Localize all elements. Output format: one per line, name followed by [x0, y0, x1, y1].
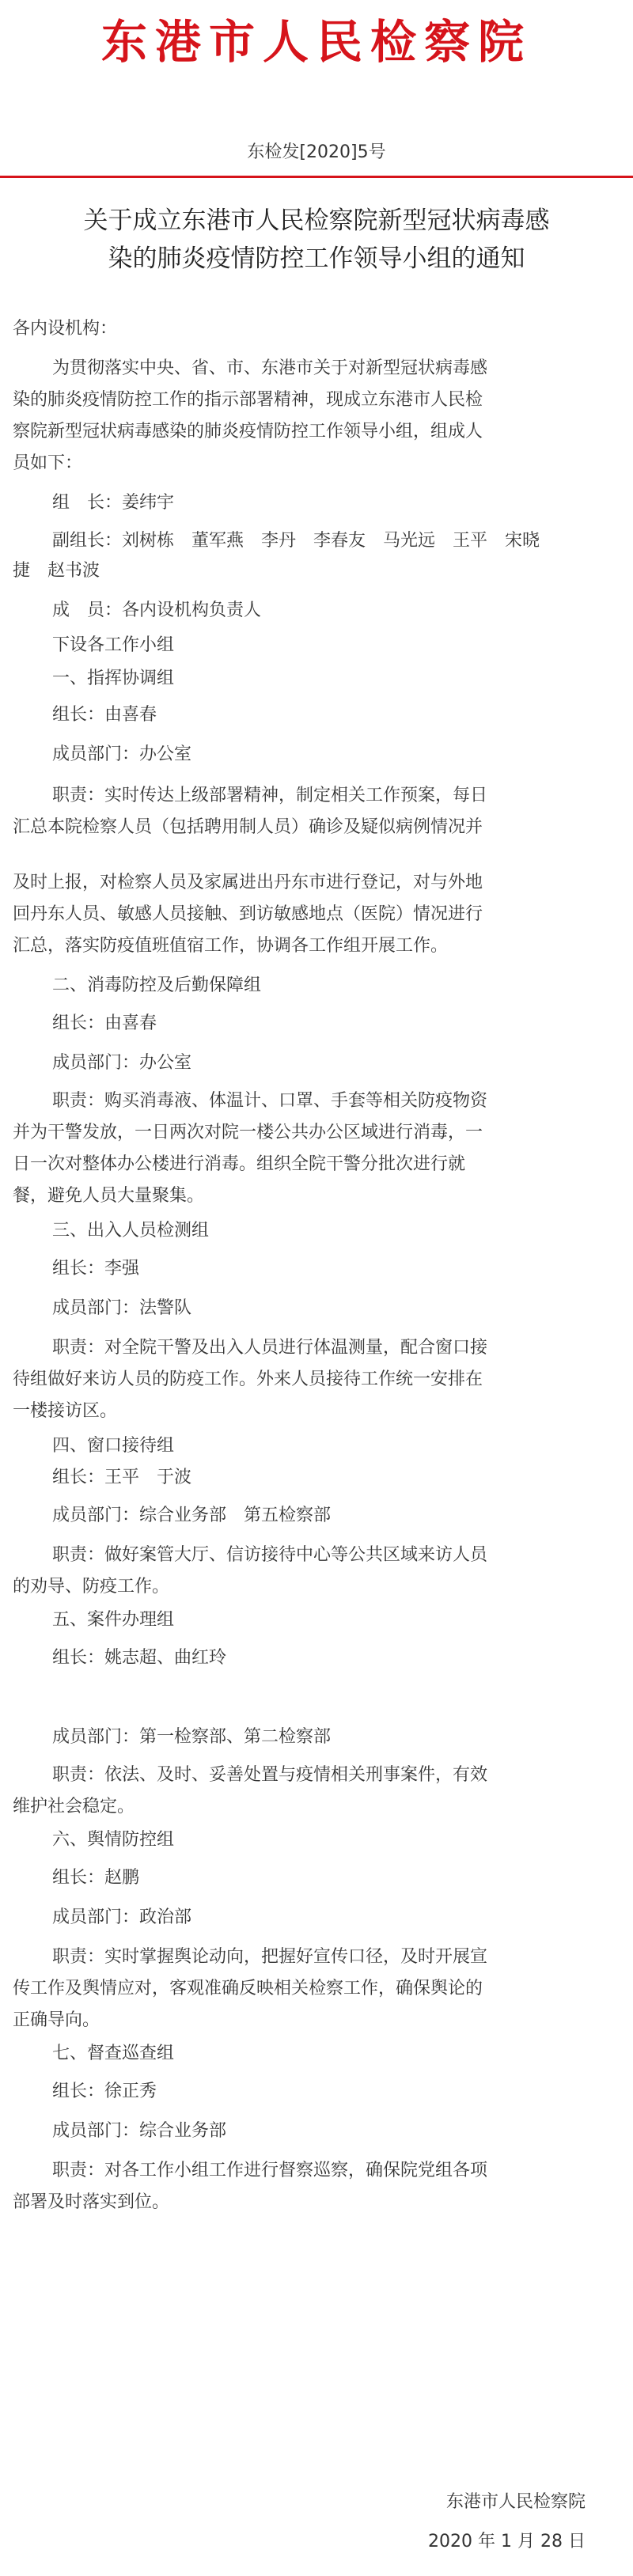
body-line: 职责：做好案管大厅、信访接待中心等公共区域来访人员	[52, 1545, 488, 1565]
body-line: 七、督查巡查组	[52, 2044, 175, 2063]
red-divider	[0, 176, 633, 178]
body-line: 下设各工作小组	[52, 635, 175, 655]
body-line: 汇总，落实防疫值班值宿工作，协调各工作组开展工作。	[13, 936, 449, 956]
body-line: 成 员：各内设机构负责人	[52, 600, 262, 620]
body-line: 职责：实时传达上级部署精神，制定相关工作预案，每日	[52, 786, 488, 805]
body-line: 组长：由喜春	[52, 1013, 157, 1033]
body-line: 成员部门：政治部	[52, 1907, 192, 1927]
signature-date: 2020 年 1 月 28 日	[428, 2532, 586, 2551]
body-line: 四、窗口接待组	[52, 1436, 175, 1456]
body-line: 组长：赵鹏	[52, 1868, 140, 1888]
document-title-line-1: 关于成立东港市人民检察院新型冠状病毒感	[83, 206, 550, 235]
body-line: 一楼接访区。	[13, 1401, 118, 1421]
body-line: 六、舆情防控组	[52, 1830, 175, 1850]
body-line: 染的肺炎疫情防控工作的指示部署精神，现成立东港市人民检	[13, 390, 483, 410]
body-line: 成员部门：法警队	[52, 1298, 192, 1318]
document-title	[32, 202, 601, 278]
body-line: 副组长：刘树栋 董军燕 李丹 李春友 马光远 王平 宋晓	[52, 531, 540, 551]
body-line: 组长：李强	[52, 1259, 140, 1279]
body-line: 并为干警发放，一日两次对院一楼公共办公区域进行消毒，一	[13, 1123, 483, 1142]
body-line: 日一次对整体办公楼进行消毒。组织全院干警分批次进行就	[13, 1154, 466, 1174]
body-line: 五、案件办理组	[52, 1610, 175, 1630]
body-line: 回丹东人员、敏感人员接触、到访敏感地点（医院）情况进行	[13, 904, 483, 924]
body-line: 及时上报，对检察人员及家属进出丹东市进行登记，对与外地	[13, 873, 483, 892]
letterhead	[0, 14, 633, 70]
body-line: 汇总本院检察人员（包括聘用制人员）确诊及疑似病例情况并	[13, 817, 483, 837]
body-line: 成员部门：办公室	[52, 1053, 192, 1073]
body-line: 维护社会稳定。	[13, 1797, 135, 1816]
body-line: 待组做好来访人员的防疫工作。外来人员接待工作统一安排在	[13, 1369, 483, 1389]
body-line: 为贯彻落实中央、省、市、东港市关于对新型冠状病毒感	[52, 358, 488, 378]
body-line: 察院新型冠状病毒感染的肺炎疫情防控工作领导小组，组成人	[13, 422, 483, 441]
document-title-line-2: 染的肺炎疫情防控工作领导小组的通知	[108, 244, 525, 273]
body-line: 部署及时落实到位。	[13, 2192, 170, 2212]
body-line: 成员部门：综合业务部	[52, 2121, 227, 2141]
body-line: 捷 赵书波	[13, 561, 100, 581]
body-line: 组长：徐正秀	[52, 2082, 157, 2101]
body-line: 正确导向。	[13, 2010, 100, 2030]
body-line: 餐，避免人员大量聚集。	[13, 1186, 205, 1206]
body-line: 职责：依法、及时、妥善处置与疫情相关刑事案件，有效	[52, 1765, 488, 1785]
body-line: 组长：由喜春	[52, 705, 157, 725]
body-line: 成员部门：综合业务部 第五检察部	[52, 1506, 332, 1525]
body-line: 职责：对全院干警及出入人员进行体温测量，配合窗口接	[52, 1338, 488, 1358]
signature-org: 东港市人民检察院	[445, 2492, 586, 2512]
body-line: 职责：对各工作小组工作进行督察巡察，确保院党组各项	[52, 2161, 488, 2180]
document-number: 东检发[2020]5号	[247, 142, 386, 162]
body-line: 成员部门：办公室	[52, 744, 192, 764]
body-line: 二、消毒防控及后勤保障组	[52, 975, 262, 995]
body-line: 职责：实时掌握舆论动向，把握好宣传口径，及时开展宣	[52, 1947, 488, 1967]
body-line: 职责：购买消毒液、体温计、口罩、手套等相关防疫物资	[52, 1091, 488, 1111]
body-line: 组长：王平 于波	[52, 1468, 192, 1487]
body-line: 传工作及舆情应对，客观准确反映相关检察工作，确保舆论的	[13, 1979, 483, 1998]
body-line: 一、指挥协调组	[52, 669, 175, 688]
body-line: 的劝导、防疫工作。	[13, 1577, 170, 1597]
body-line: 组 长：姜纬宇	[52, 493, 175, 513]
body-line: 各内设机构：	[13, 319, 118, 339]
letterhead-title: 东港市人民检察院	[100, 15, 532, 69]
body-line: 员如下：	[13, 453, 83, 473]
body-line: 成员部门：第一检察部、第二检察部	[52, 1727, 332, 1747]
body-line: 三、出入人员检测组	[52, 1221, 210, 1241]
body-line: 组长：姚志超、曲红玲	[52, 1648, 227, 1668]
